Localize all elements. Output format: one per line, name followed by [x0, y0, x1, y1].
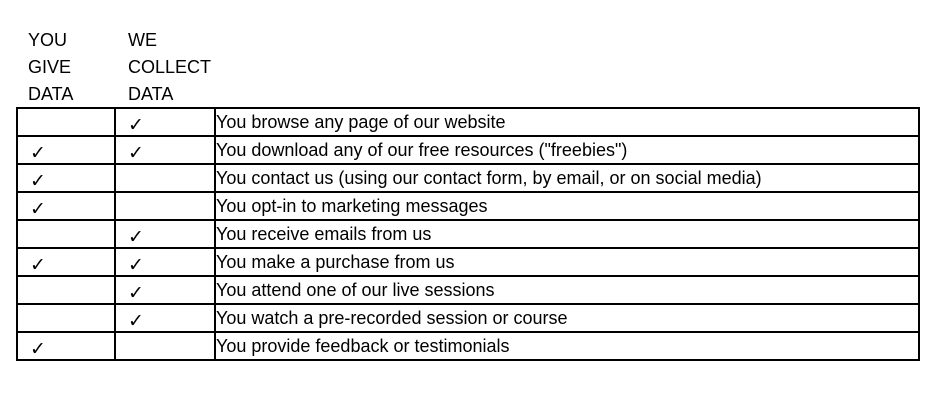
table-row — [17, 136, 919, 164]
activity-cell: You watch a pre-recorded session or course — [215, 304, 919, 332]
we-collect-data-cell — [115, 164, 215, 192]
you-give-data-cell — [17, 248, 115, 276]
we-collect-data-cell — [115, 108, 215, 136]
checkmark-icon: ✓ — [30, 337, 46, 360]
activity-cell: You browse any page of our website — [215, 108, 919, 136]
we-collect-data-cell — [115, 332, 215, 360]
table-row — [17, 248, 919, 276]
table-row — [17, 220, 919, 248]
activity-cell: You receive emails from us — [215, 220, 919, 248]
checkmark-icon: ✓ — [30, 169, 46, 192]
you-give-data-cell — [17, 220, 115, 248]
table-body — [17, 108, 919, 360]
you-give-data-cell — [17, 108, 115, 136]
activity-cell: You download any of our free resources ("freebies") — [215, 136, 919, 164]
data-collection-table — [16, 107, 920, 361]
checkmark-icon: ✓ — [30, 253, 46, 276]
activity-cell: You attend one of our live sessions — [215, 276, 919, 304]
activity-cell: You provide feedback or testimonials — [215, 332, 919, 360]
header-we-collect-data: WE COLLECT DATA — [128, 30, 212, 104]
you-give-data-cell — [17, 332, 115, 360]
we-collect-data-cell — [115, 276, 215, 304]
table-row — [17, 332, 919, 360]
table-row — [17, 304, 919, 332]
checkmark-icon: ✓ — [128, 225, 144, 248]
you-give-data-cell — [17, 136, 115, 164]
we-collect-data-cell — [115, 220, 215, 248]
checkmark-icon: ✓ — [128, 141, 144, 164]
header-you-give-data: YOU GIVE DATA — [28, 30, 74, 104]
you-give-data-cell — [17, 304, 115, 332]
checkmark-icon: ✓ — [30, 197, 46, 220]
we-collect-data-cell — [115, 304, 215, 332]
we-collect-data-cell — [115, 192, 215, 220]
table-row — [17, 164, 919, 192]
checkmark-icon: ✓ — [128, 309, 144, 332]
checkmark-icon: ✓ — [128, 281, 144, 304]
table-row — [17, 192, 919, 220]
you-give-data-cell — [17, 164, 115, 192]
checkmark-icon: ✓ — [128, 253, 144, 276]
you-give-data-cell — [17, 192, 115, 220]
checkmark-icon: ✓ — [128, 113, 144, 136]
checkmark-icon: ✓ — [30, 141, 46, 164]
activity-cell: You make a purchase from us — [215, 248, 919, 276]
table-row — [17, 108, 919, 136]
we-collect-data-cell — [115, 248, 215, 276]
you-give-data-cell — [17, 276, 115, 304]
we-collect-data-cell — [115, 136, 215, 164]
table-row — [17, 276, 919, 304]
activity-cell: You contact us (using our contact form, by email, or on social media) — [215, 164, 919, 192]
activity-cell: You opt-in to marketing messages — [215, 192, 919, 220]
